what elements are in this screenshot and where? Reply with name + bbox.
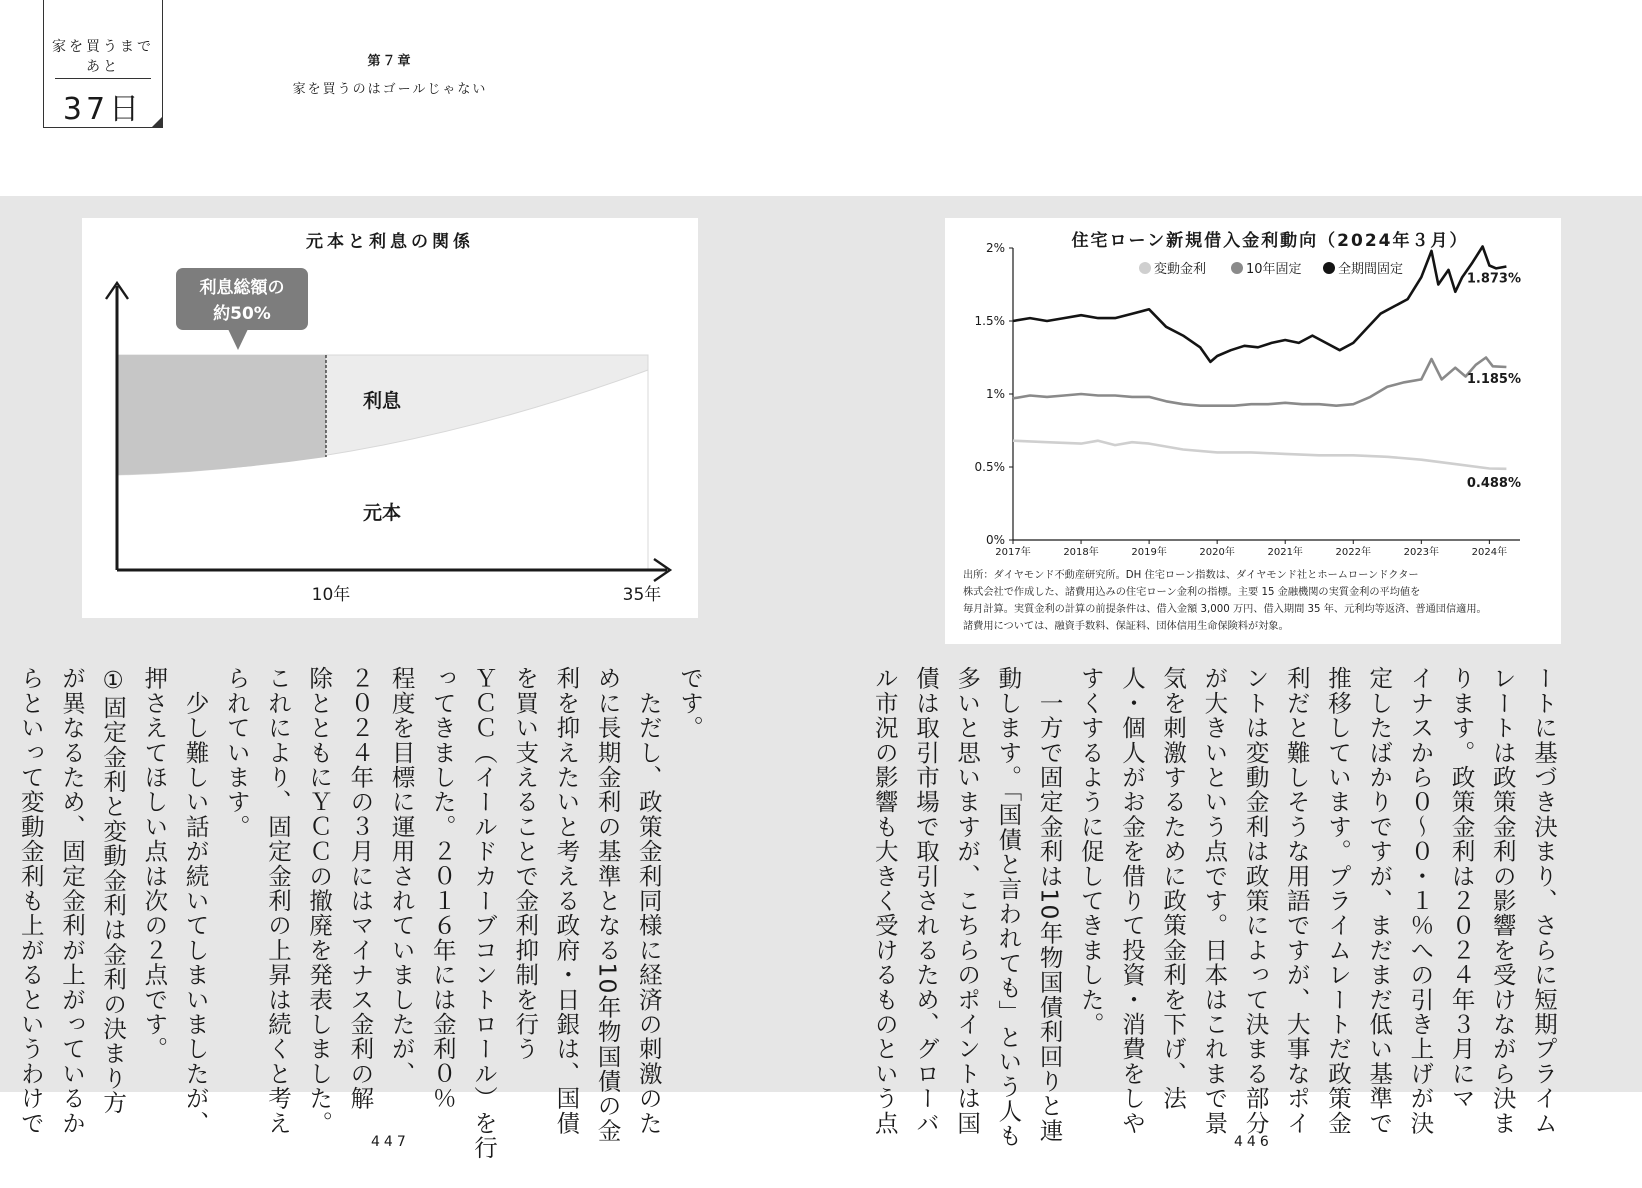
text-column: 利を抑えたいと考える政府・日銀は、国債 <box>552 666 581 1136</box>
text-column: めに長期金利の基準となる10年物国債の金 <box>593 666 622 1143</box>
x-tick-10-years: 10年 <box>311 585 351 605</box>
principal-interest-figure <box>82 218 698 618</box>
series-line-1 <box>1013 358 1506 406</box>
callout-pointer <box>228 329 248 350</box>
end-value-label: 0.488% <box>1466 475 1521 491</box>
legend-marker <box>1323 262 1335 274</box>
countdown-label: 家を買うまで <box>52 39 154 55</box>
legend-label: 10年固定 <box>1246 262 1302 277</box>
text-column: 程度を目標に運用されていましたが、 <box>387 666 416 1086</box>
principal-interest-diagram <box>82 218 698 618</box>
text-column: られています。 <box>222 666 251 839</box>
x-tick-label: 2023年 <box>1403 547 1440 558</box>
text-column: 押さえてほしい点は次の２点です。 <box>140 666 169 1062</box>
chapter-title: 家を買うのはゴールじゃない <box>292 82 488 97</box>
text-column: 一方で固定金利は10年物国債利回りと連 <box>1035 666 1064 1143</box>
x-tick-label: 2018年 <box>1063 547 1099 558</box>
x-tick-label: 2020年 <box>1199 547 1235 558</box>
loan-rate-chart-panel <box>945 218 1561 644</box>
text-column: ってきました。２０１６年には金利０％ <box>428 666 457 1111</box>
text-column: を買い支えることで金利抑制を行う <box>511 666 540 1062</box>
page-number-left: 447 <box>371 1134 410 1150</box>
chart-title: 住宅ローン新規借入金利動向（2024年３月） <box>1071 231 1469 251</box>
countdown-box <box>43 0 163 128</box>
text-column: 多いと思いますが、こちらのポイントは国 <box>953 666 982 1136</box>
legend-label: 変動金利 <box>1154 262 1207 277</box>
text-column: ートに基づき決まり、さらに短期プライム <box>1530 666 1558 1136</box>
text-column: ントは変動金利は政策によって決まる部分 <box>1241 666 1270 1136</box>
text-column: ①固定金利と変動金利は金利の決まり方 <box>99 666 128 1116</box>
source-note-line2: 株式会社で作成した、諸費用込みの住宅ローン金利の指標。主要 15 金融機関の実質金利の平均値を <box>963 587 1421 598</box>
text-column: らといって変動金利も上がるというわけで <box>16 666 45 1136</box>
text-column: 債は取引市場で取引されるため、グローバ <box>911 666 940 1136</box>
series-line-2 <box>1013 441 1506 469</box>
text-column: 少し難しい話が続いてしまいましたが、 <box>181 666 210 1136</box>
page-number-right: 446 <box>1234 1134 1273 1150</box>
x-tick-label: 2022年 <box>1335 547 1371 558</box>
text-column: ります。政策金利は２０２４年３月にマ <box>1447 666 1476 1111</box>
y-tick-label: 1.5% <box>974 314 1005 328</box>
text-column: 推移しています。プライムレートだ政策金 <box>1323 666 1352 1136</box>
text-column: 定したばかりですが、まだまだ低い基準で <box>1365 666 1394 1136</box>
x-tick-label: 2024年 <box>1471 547 1508 558</box>
y-tick-label: 2% <box>985 241 1005 255</box>
interest-first-10-years-area <box>117 355 326 475</box>
text-column: 気を刺激するために政策金利を下げ、法 <box>1159 666 1188 1111</box>
y-tick-label: 0.5% <box>974 460 1005 474</box>
chapter-number: 第７章 <box>367 54 413 69</box>
text-column: レートは政策金利の影響を受けながら決ま <box>1488 666 1517 1136</box>
page-corner-fold <box>151 116 163 128</box>
text-column: 利だと難しそうな用語ですが、大事なポイ <box>1282 666 1311 1136</box>
end-value-label: 1.873% <box>1466 271 1521 287</box>
source-note-line4: 諸費用については、融資手数料、保証料、団体信用生命保険料が対象。 <box>963 621 1289 632</box>
text-column: イナスから０〜０・１％への引き上げが決 <box>1406 666 1435 1136</box>
text-column: ただし、政策金利同様に経済の刺激のた <box>634 666 663 1136</box>
text-column: すくするように促してきました。 <box>1076 666 1105 1037</box>
y-tick-label: 1% <box>985 387 1005 401</box>
figure-title: 元本と利息の関係 <box>306 232 474 252</box>
loan-rate-chart <box>945 218 1561 578</box>
text-column: 除とともにＹＣＣの撤廃を発表しました。 <box>305 666 334 1136</box>
text-column: です。 <box>676 666 704 741</box>
text-column: これにより、固定金利の上昇は続くと考え <box>263 666 292 1136</box>
y-tick-label: 0% <box>985 533 1005 547</box>
countdown-divider <box>55 78 151 79</box>
legend-marker <box>1231 262 1243 274</box>
source-note-line1: 出所：ダイヤモンド不動産研究所。DH 住宅ローン指数は、ダイヤモンド社とホームローンドクター <box>963 570 1419 581</box>
callout-line1: 利息総額の <box>199 278 285 298</box>
legend-label: 全期間固定 <box>1338 262 1404 277</box>
source-note-line3: 毎月計算。実質金利の計算の前提条件は、借入金額 3,000 万円、借入期間 35 年、元利均等返済、普通団信適用。 <box>963 604 1487 615</box>
text-column: 動します。「国債と言われても」という人も <box>994 666 1023 1149</box>
text-column: が異なるため、固定金利が上がっているか <box>57 666 86 1136</box>
text-column: 人・個人がお金を借りて投資・消費をしや <box>1117 666 1146 1136</box>
x-tick-label: 2019年 <box>1131 547 1167 558</box>
end-value-label: 1.185% <box>1466 371 1521 387</box>
text-column: ル市況の影響も大きく受けるものという点 <box>870 666 899 1136</box>
x-tick-label: 2017年 <box>995 547 1031 558</box>
callout-line2: 約50% <box>213 304 271 324</box>
countdown-days: 37日 <box>62 92 144 127</box>
legend-marker <box>1139 262 1151 274</box>
interest-label: 利息 <box>362 390 402 412</box>
text-column: が大きいという点です。日本はこれまで景 <box>1200 666 1229 1136</box>
x-tick-label: 2021年 <box>1267 547 1303 558</box>
text-column: ＹＣＣ（イールドカーブコントロール）を行 <box>469 666 498 1160</box>
x-tick-35-years: 35年 <box>622 585 662 605</box>
countdown-label-sub: あと <box>86 59 120 75</box>
principal-label: 元本 <box>362 502 402 524</box>
text-column: ２０２４年の３月にはマイナス金利の解 <box>346 666 375 1111</box>
